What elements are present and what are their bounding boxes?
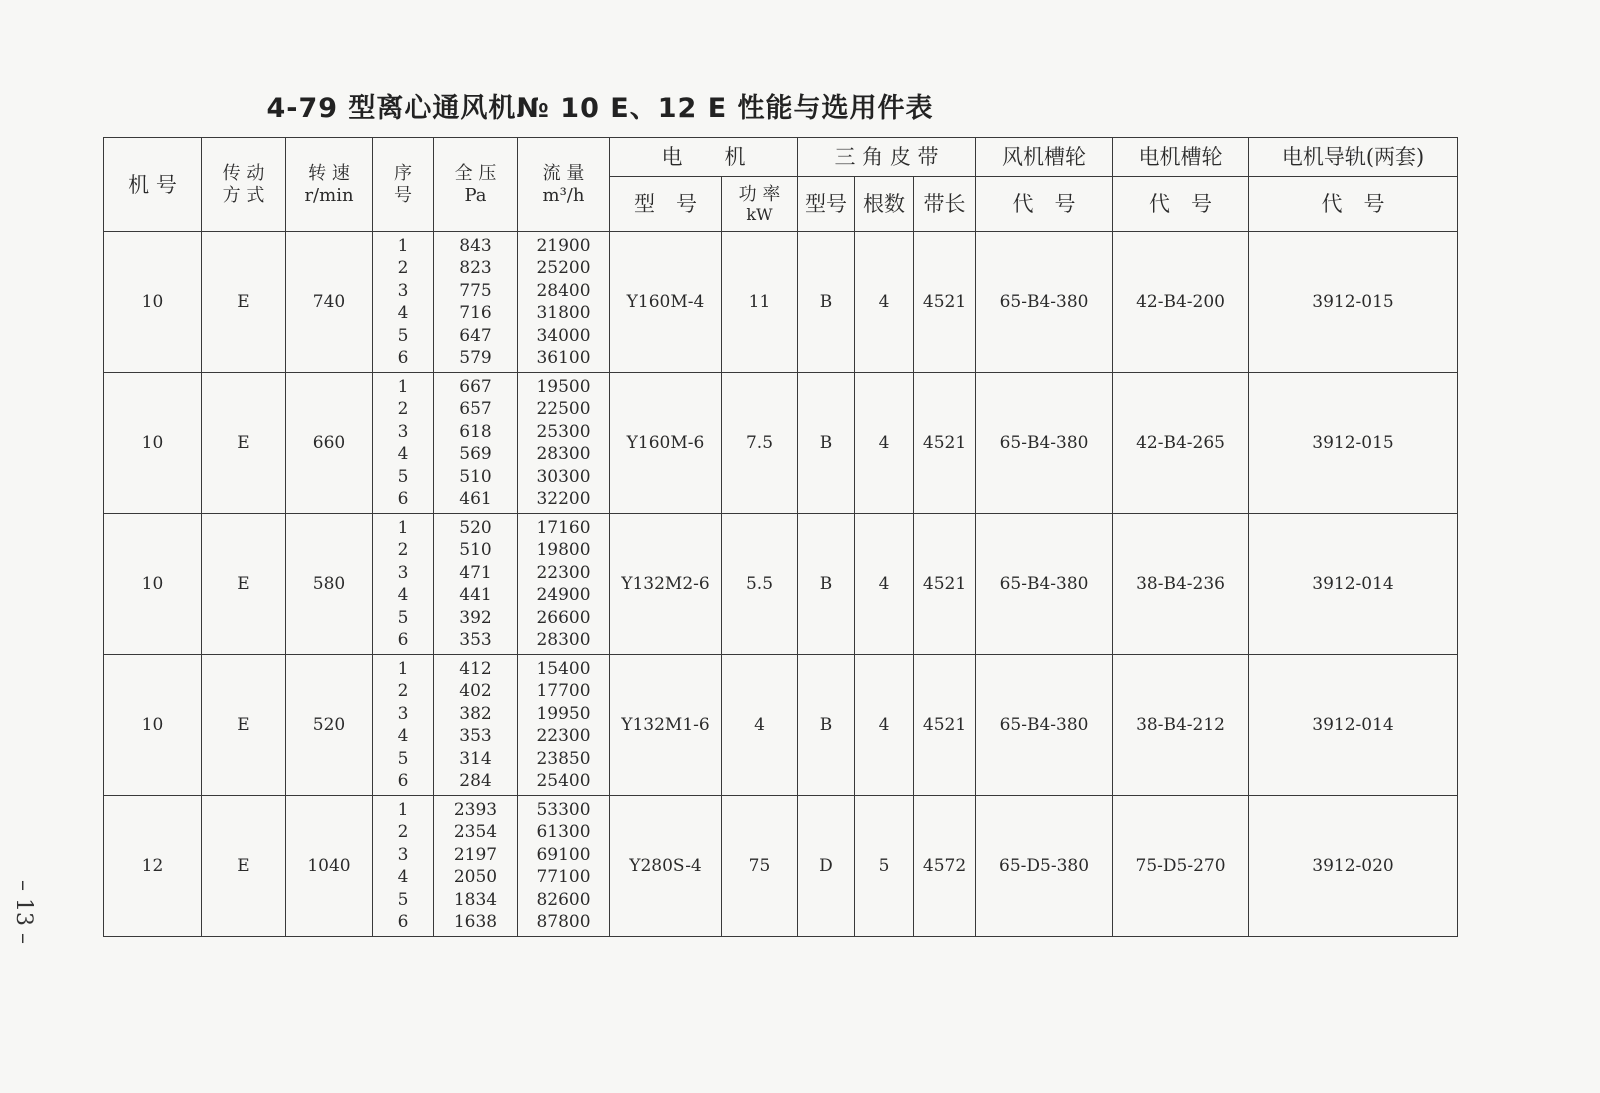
cell-motor-model: Y132M1-6 [610,655,722,796]
cell-seq-value: 4 [397,303,409,323]
cell-flow-value: 32200 [536,489,591,509]
header-seq [373,138,434,232]
cell-motor-power: 11 [722,232,798,373]
cell-motor-rail: 3912-014 [1249,514,1458,655]
cell-flow-value: 26600 [536,607,591,628]
cell-seq-value: 6 [397,771,409,791]
cell-seq [373,655,434,796]
header-pressure-line2: Pa [464,184,487,206]
header-fan-pulley-code: 代 号 [976,177,1113,232]
cell-pressure-value: 775 [459,280,492,301]
header-seq-line2: 号 [394,184,412,206]
cell-flow-value: 25200 [536,258,591,278]
cell-fan-pulley: 65-B4-380 [976,373,1113,514]
header-motor-model: 型 号 [610,177,722,232]
cell-seq-value: 3 [397,562,409,583]
cell-seq-value: 1 [397,376,409,397]
cell-fan-pulley: 65-B4-380 [976,655,1113,796]
cell-seq-value: 2 [397,399,409,419]
header-seq-line1: 序 [394,162,412,184]
cell-speed: 740 [286,232,373,373]
cell-motor-rail: 3912-015 [1249,232,1458,373]
cell-pressure-value: 461 [459,489,492,509]
cell-pressure-value: 520 [459,517,492,538]
cell-pressure-value: 510 [459,540,492,560]
cell-motor-pulley: 42-B4-200 [1113,232,1249,373]
cell-speed: 580 [286,514,373,655]
cell-pressure-value: 284 [459,771,492,791]
cell-machine-no: 12 [104,796,202,937]
header-belt-length: 带长 [914,177,976,232]
cell-seq [373,796,434,937]
cell-machine-no: 10 [104,514,202,655]
cell-pressure-value: 314 [459,748,492,769]
cell-belt-length: 4521 [914,655,976,796]
table-row [104,514,1458,655]
cell-flow-value: 15400 [536,658,591,679]
header-belt-count: 根数 [855,177,914,232]
cell-motor-rail: 3912-015 [1249,373,1458,514]
cell-machine-no: 10 [104,655,202,796]
cell-flow-value: 34000 [536,325,591,346]
cell-flow-value: 19800 [536,540,591,560]
cell-flow-value: 24900 [536,585,591,605]
cell-seq-value: 1 [397,235,409,256]
header-pressure [434,138,518,232]
cell-flow-value: 25300 [536,421,591,442]
cell-seq-value: 6 [397,630,409,650]
cell-belt-count: 5 [855,796,914,937]
cell-seq-value: 1 [397,517,409,538]
cell-pressure-value: 618 [459,421,492,442]
cell-pressure-value: 353 [459,726,492,746]
header-belt-type: 型号 [798,177,855,232]
cell-belt-count: 4 [855,514,914,655]
cell-pressure-value: 2197 [453,844,498,865]
cell-flow-value: 17160 [536,517,591,538]
cell-flow-value: 36100 [536,348,591,368]
cell-pressure-value: 510 [459,466,492,487]
cell-seq-value: 3 [397,421,409,442]
cell-pressure-value: 471 [459,562,492,583]
cell-drive: E [202,796,286,937]
cell-motor-model: Y160M-4 [610,232,722,373]
cell-pressure-value: 2354 [453,822,498,842]
cell-pressure [434,514,518,655]
cell-pressure-value: 716 [459,303,492,323]
cell-pressure-value: 843 [459,235,492,256]
cell-seq-value: 4 [397,444,409,464]
cell-seq [373,373,434,514]
cell-seq-value: 2 [397,258,409,278]
performance-table [103,137,1458,937]
cell-pressure-value: 579 [459,348,492,368]
cell-seq-value: 6 [397,348,409,368]
cell-seq-value: 5 [397,748,409,769]
cell-belt-length: 4521 [914,373,976,514]
table-row [104,373,1458,514]
cell-flow-value: 22300 [536,562,591,583]
cell-flow [518,655,610,796]
cell-belt-type: B [798,655,855,796]
table-body [104,232,1458,937]
cell-flow-value: 31800 [536,303,591,323]
cell-flow-value: 28300 [536,444,591,464]
page-title: 4-79 型离心通风机№ 10 E、12 E 性能与选用件表 [266,93,934,124]
cell-seq-value: 1 [397,799,409,820]
cell-drive: E [202,514,286,655]
table-row [104,796,1458,937]
header-drive-line2: 方 式 [222,184,265,206]
cell-pressure-value: 412 [459,658,492,679]
cell-seq-value: 1 [397,658,409,679]
cell-belt-length: 4521 [914,232,976,373]
cell-fan-pulley: 65-B4-380 [976,232,1113,373]
cell-pressure [434,373,518,514]
cell-drive: E [202,373,286,514]
cell-flow-value: 28300 [536,630,591,650]
cell-flow-value: 25400 [536,771,591,791]
cell-motor-power: 4 [722,655,798,796]
header-vbelt: 三 角 皮 带 [798,138,976,177]
cell-pressure-value: 1638 [453,912,498,932]
cell-seq-value: 4 [397,726,409,746]
header-flow-line1: 流 量 [542,162,585,184]
header-flow [518,138,610,232]
cell-flow-value: 22500 [536,399,591,419]
cell-seq [373,514,434,655]
cell-flow-value: 30300 [536,466,591,487]
header-drive-line1: 传 动 [222,162,265,184]
cell-pressure-value: 2393 [453,799,498,820]
cell-flow-value: 28400 [536,280,591,301]
cell-seq-value: 3 [397,844,409,865]
cell-motor-pulley: 75-D5-270 [1113,796,1249,937]
cell-seq-value: 3 [397,703,409,724]
cell-motor-power: 5.5 [722,514,798,655]
cell-pressure-value: 657 [459,399,492,419]
cell-pressure-value: 402 [459,681,492,701]
cell-seq-value: 2 [397,681,409,701]
cell-belt-type: B [798,373,855,514]
cell-drive: E [202,655,286,796]
cell-seq-value: 2 [397,540,409,560]
cell-motor-pulley: 42-B4-265 [1113,373,1249,514]
cell-flow-value: 82600 [536,889,591,910]
cell-drive: E [202,232,286,373]
cell-pressure-value: 823 [459,258,492,278]
cell-flow-value: 53300 [536,799,591,820]
header-pressure-line1: 全 压 [454,162,497,184]
cell-pressure-value: 441 [459,585,492,605]
cell-seq-value: 5 [397,466,409,487]
page-number: – 13 – [11,880,36,944]
table-row [104,655,1458,796]
cell-pressure-value: 392 [459,607,492,628]
cell-motor-pulley: 38-B4-212 [1113,655,1249,796]
cell-flow-value: 23850 [536,748,591,769]
cell-pressure-value: 667 [459,376,492,397]
cell-motor-rail: 3912-014 [1249,655,1458,796]
cell-flow-value: 87800 [536,912,591,932]
header-speed-line1: 转 速 [308,162,350,184]
cell-motor-rail: 3912-020 [1249,796,1458,937]
cell-belt-type: D [798,796,855,937]
cell-seq-value: 5 [397,607,409,628]
cell-belt-count: 4 [855,373,914,514]
cell-fan-pulley: 65-B4-380 [976,514,1113,655]
cell-seq-value: 4 [397,585,409,605]
cell-pressure-value: 382 [459,703,492,724]
header-drive [202,138,286,232]
cell-flow-value: 22300 [536,726,591,746]
header-motor-power-line1: 功 率 [738,184,781,205]
header-motor-rail-code: 代 号 [1249,177,1458,232]
cell-flow-value: 61300 [536,822,591,842]
cell-seq-value: 5 [397,889,409,910]
table-row [104,232,1458,373]
cell-flow-value: 19950 [536,703,591,724]
header-motor-pulley-code: 代 号 [1113,177,1249,232]
cell-motor-model: Y132M2-6 [610,514,722,655]
cell-flow-value: 69100 [536,844,591,865]
cell-machine-no: 10 [104,232,202,373]
cell-flow-value: 21900 [536,235,591,256]
header-motor: 电 机 [610,138,798,177]
cell-seq-value: 5 [397,325,409,346]
cell-belt-type: B [798,232,855,373]
header-machine-no: 机 号 [104,138,202,232]
cell-flow-value: 19500 [536,376,591,397]
header-flow-line2: m³/h [542,184,585,206]
cell-flow [518,373,610,514]
cell-seq [373,232,434,373]
cell-pressure-value: 647 [459,325,492,346]
cell-machine-no: 10 [104,373,202,514]
header-motor-power [722,177,798,232]
cell-pressure [434,655,518,796]
cell-motor-pulley: 38-B4-236 [1113,514,1249,655]
cell-belt-length: 4572 [914,796,976,937]
cell-belt-length: 4521 [914,514,976,655]
cell-flow [518,514,610,655]
header-motor-power-line2: kW [746,205,773,224]
cell-seq-value: 2 [397,822,409,842]
cell-pressure [434,232,518,373]
cell-speed: 660 [286,373,373,514]
header-speed [286,138,373,232]
cell-belt-type: B [798,514,855,655]
cell-flow [518,232,610,373]
cell-fan-pulley: 65-D5-380 [976,796,1113,937]
cell-flow [518,796,610,937]
cell-pressure-value: 1834 [453,889,498,910]
cell-pressure-value: 353 [459,630,492,650]
cell-motor-power: 75 [722,796,798,937]
cell-speed: 1040 [286,796,373,937]
cell-seq-value: 6 [397,912,409,932]
cell-seq-value: 4 [397,867,409,887]
cell-pressure [434,796,518,937]
cell-seq-value: 6 [397,489,409,509]
header-fan-pulley: 风机槽轮 [976,138,1113,177]
cell-motor-model: Y280S-4 [610,796,722,937]
cell-pressure-value: 569 [459,444,492,464]
cell-belt-count: 4 [855,655,914,796]
header-motor-pulley: 电机槽轮 [1113,138,1249,177]
cell-flow-value: 17700 [536,681,591,701]
cell-speed: 520 [286,655,373,796]
cell-belt-count: 4 [855,232,914,373]
cell-seq-value: 3 [397,280,409,301]
cell-pressure-value: 2050 [453,867,498,887]
header-motor-rail: 电机导轨(两套) [1249,138,1458,177]
cell-flow-value: 77100 [536,867,591,887]
cell-motor-model: Y160M-6 [610,373,722,514]
cell-motor-power: 7.5 [722,373,798,514]
header-speed-line2: r/min [304,184,354,206]
